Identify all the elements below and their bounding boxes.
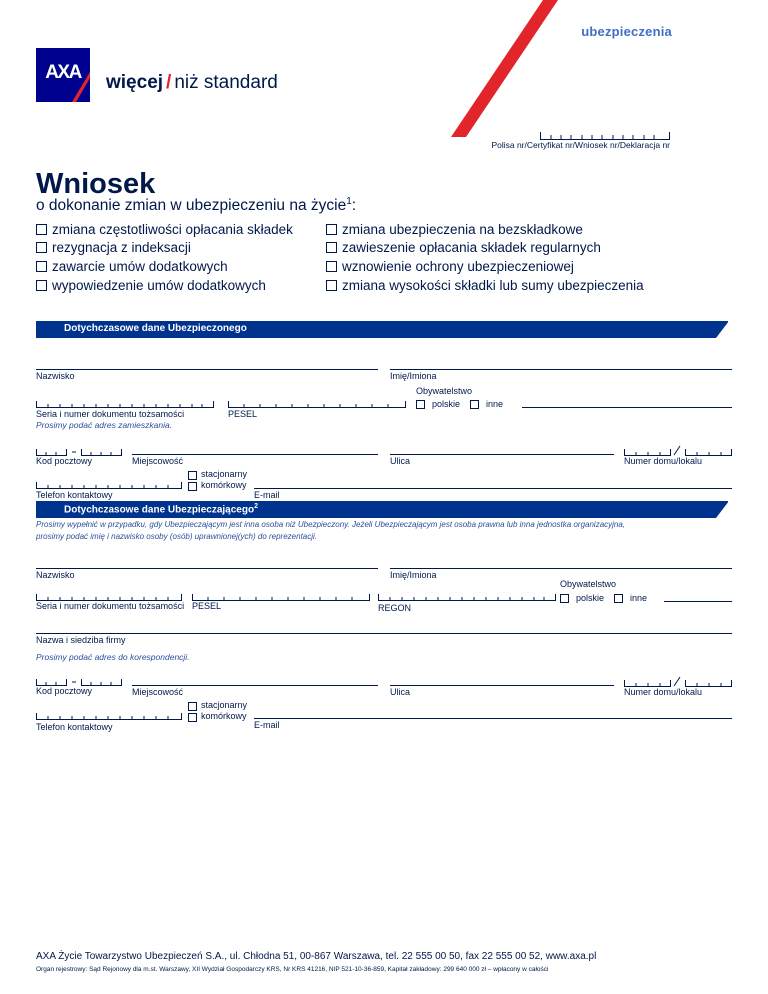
checkbox-icon[interactable] bbox=[326, 224, 337, 235]
policy-number-field[interactable] bbox=[540, 132, 670, 140]
policyholder-polish-label: polskie bbox=[576, 593, 605, 603]
option-label: rezygnacja z indeksacji bbox=[52, 240, 191, 255]
policyholder-citizenship-label: Obywatelstwo bbox=[560, 579, 617, 589]
insured-street-field[interactable] bbox=[390, 454, 614, 455]
policyholder-id-doc-field[interactable] bbox=[36, 594, 182, 601]
insured-house-field[interactable] bbox=[624, 445, 732, 456]
policyholder-landline-label: stacjonarny bbox=[201, 700, 248, 710]
subtitle-text: o dokonanie zmian w ubezpieczeniu na życie bbox=[36, 197, 347, 215]
axa-logo bbox=[36, 48, 90, 102]
policyholder-phone-field[interactable] bbox=[36, 713, 182, 720]
insured-mobile-checkbox[interactable] bbox=[188, 482, 197, 491]
bar-corner-cut bbox=[699, 321, 729, 338]
checkbox-icon[interactable] bbox=[36, 224, 47, 235]
tagline-slash-icon: / bbox=[166, 72, 172, 93]
policyholder-note-line2: prosimy podać imię i nazwisko osoby (osób) uprawnionej(ych) do reprezentacji. bbox=[36, 532, 318, 541]
insured-postcode-field[interactable] bbox=[36, 448, 122, 456]
checkbox-icon[interactable] bbox=[326, 261, 337, 272]
section-insured-title: Dotychczasowe dane Ubezpieczonego bbox=[64, 323, 247, 334]
policyholder-house-label: Numer domu/lokalu bbox=[624, 687, 703, 697]
insured-names-label: Imię/Imiona bbox=[390, 371, 437, 381]
checkbox-icon[interactable] bbox=[36, 261, 47, 272]
policyholder-regon-label: REGON bbox=[378, 603, 412, 613]
option-label: zawarcie umów dodatkowych bbox=[52, 259, 228, 274]
insured-other-citizenship-field[interactable] bbox=[522, 407, 732, 408]
option-change-premium-sum[interactable] bbox=[326, 278, 644, 293]
policyholder-other-citizenship-field[interactable] bbox=[664, 601, 732, 602]
option-label: wypowiedzenie umów dodatkowych bbox=[52, 278, 266, 293]
footer-company-info: AXA Życie Towarzystwo Ubezpieczeń S.A., ul. Chłodna 51, 00-867 Warszawa, tel. 22 555 00 50, fax 22 555 00 52, www.axa.pl bbox=[36, 951, 597, 962]
policyholder-house-field[interactable] bbox=[624, 676, 732, 687]
insured-email-label: E-mail bbox=[254, 490, 280, 500]
insured-house-label: Numer domu/lokalu bbox=[624, 456, 703, 466]
insured-landline-checkbox[interactable] bbox=[188, 471, 197, 480]
policyholder-names-field[interactable] bbox=[390, 568, 732, 569]
insured-other-label: inne bbox=[486, 399, 504, 409]
checkbox-icon[interactable] bbox=[326, 242, 337, 253]
policyholder-regon-field[interactable] bbox=[378, 594, 556, 601]
option-add-riders[interactable] bbox=[36, 259, 228, 274]
insured-address-note: Prosimy podać adres zamieszkania. bbox=[36, 420, 173, 430]
checkbox-icon[interactable] bbox=[36, 242, 47, 253]
policyholder-company-label: Nazwa i siedziba firmy bbox=[36, 635, 126, 645]
insured-surname-label: Nazwisko bbox=[36, 371, 75, 381]
policyholder-address-note: Prosimy podać adres do korespondencji. bbox=[36, 652, 190, 662]
policyholder-mobile-checkbox[interactable] bbox=[188, 713, 197, 722]
option-label: zmiana ubezpieczenia na bezskładkowe bbox=[342, 222, 583, 237]
option-cancel-riders[interactable] bbox=[36, 278, 266, 293]
policy-number-label: Polisa nr/Certyfikat nr/Wniosek nr/Deklaracja nr bbox=[491, 140, 670, 150]
logo-text: AXA bbox=[45, 62, 81, 83]
policyholder-pesel-label: PESEL bbox=[192, 601, 222, 611]
policyholder-street-field[interactable] bbox=[390, 685, 614, 686]
option-reinstate[interactable] bbox=[326, 259, 574, 274]
policyholder-email-label: E-mail bbox=[254, 720, 280, 730]
policyholder-other-label: inne bbox=[630, 593, 648, 603]
option-label: zmiana częstotliwości opłacania składek bbox=[52, 222, 293, 237]
insured-email-field[interactable] bbox=[254, 488, 732, 489]
subtitle-colon: : bbox=[351, 197, 357, 215]
insured-pesel-field[interactable] bbox=[228, 401, 406, 408]
policyholder-postcode-field[interactable] bbox=[36, 678, 122, 686]
option-label: wznowienie ochrony ubezpieczeniowej bbox=[342, 259, 574, 274]
policyholder-surname-label: Nazwisko bbox=[36, 570, 75, 580]
policyholder-id-doc-label: Seria i numer dokumentu tożsamości bbox=[36, 601, 185, 611]
footer-registry-info: Organ rejestrowy: Sąd Rejonowy dla m.st. Warszawy, XII Wydział Gospodarczy KRS, Nr KRS 41216, NIP 521-10-36-859, Kapitał zakładowy: 299 640 000 zł – wpłacony w całości bbox=[36, 966, 549, 973]
insured-id-doc-field[interactable] bbox=[36, 401, 214, 408]
option-label: zawieszenie opłacania składek regularnych bbox=[342, 240, 601, 255]
insured-mobile-label: komórkowy bbox=[201, 480, 247, 490]
page-title: Wniosek bbox=[36, 168, 156, 200]
option-indexation-resign[interactable] bbox=[36, 240, 191, 255]
option-paid-up[interactable] bbox=[326, 222, 583, 237]
insured-city-label: Miejscowość bbox=[132, 456, 184, 466]
section-policyholder-title bbox=[64, 503, 258, 515]
policyholder-company-field[interactable] bbox=[36, 633, 732, 634]
insured-city-field[interactable] bbox=[132, 454, 378, 455]
brand-top-label: ubezpieczenia bbox=[581, 24, 672, 39]
bar-corner-cut bbox=[699, 501, 729, 518]
section-policyholder-bar bbox=[36, 501, 728, 518]
tagline-rest: niż standard bbox=[174, 72, 278, 93]
option-suspend-premiums[interactable] bbox=[326, 240, 601, 255]
insured-citizenship-label: Obywatelstwo bbox=[416, 386, 473, 396]
insured-phone-field[interactable] bbox=[36, 482, 182, 489]
policyholder-city-label: Miejscowość bbox=[132, 687, 184, 697]
section-policyholder-title-text: Dotychczasowe dane Ubezpieczającego bbox=[64, 504, 255, 516]
subtitle-footnote: 1 bbox=[346, 196, 352, 207]
page-subtitle bbox=[36, 196, 356, 215]
insured-id-doc-label: Seria i numer dokumentu tożsamości bbox=[36, 409, 185, 419]
policyholder-phone-label: Telefon kontaktowy bbox=[36, 722, 113, 732]
section-policyholder-footnote: 2 bbox=[254, 503, 258, 510]
checkbox-icon[interactable] bbox=[326, 280, 337, 291]
policyholder-other-checkbox[interactable] bbox=[614, 594, 623, 603]
policyholder-names-label: Imię/Imiona bbox=[390, 570, 437, 580]
insured-landline-label: stacjonarny bbox=[201, 469, 248, 479]
policyholder-note bbox=[36, 519, 736, 543]
tagline bbox=[106, 72, 278, 94]
insured-polish-checkbox[interactable] bbox=[416, 400, 425, 409]
insured-other-checkbox[interactable] bbox=[470, 400, 479, 409]
insured-names-field[interactable] bbox=[390, 369, 732, 370]
insured-phone-label: Telefon kontaktowy bbox=[36, 490, 113, 500]
policyholder-email-field[interactable] bbox=[254, 718, 732, 719]
policyholder-polish-checkbox[interactable] bbox=[560, 594, 569, 603]
insured-postcode-label: Kod pocztowy bbox=[36, 456, 93, 466]
section-insured-bar bbox=[36, 321, 728, 338]
policyholder-postcode-label: Kod pocztowy bbox=[36, 686, 93, 696]
policyholder-surname-field[interactable] bbox=[36, 568, 378, 569]
insured-street-label: Ulica bbox=[390, 456, 411, 466]
insured-surname-field[interactable] bbox=[36, 369, 378, 370]
policyholder-mobile-label: komórkowy bbox=[201, 711, 247, 721]
tagline-bold: więcej bbox=[106, 72, 164, 93]
option-frequency-change[interactable] bbox=[36, 222, 293, 237]
checkbox-icon[interactable] bbox=[36, 280, 47, 291]
policyholder-street-label: Ulica bbox=[390, 687, 411, 697]
insured-polish-label: polskie bbox=[432, 399, 461, 409]
policyholder-landline-checkbox[interactable] bbox=[188, 702, 197, 711]
policyholder-note-line1: Prosimy wypełnić w przypadku, gdy Ubezpieczającym jest inna osoba niż Ubezpieczony. Jeżeli Ubezpieczającym jest osoba prawna lub inna jednostka organizacyjna, bbox=[36, 520, 626, 529]
insured-pesel-label: PESEL bbox=[228, 409, 258, 419]
option-label: zmiana wysokości składki lub sumy ubezpieczenia bbox=[342, 278, 644, 293]
policyholder-city-field[interactable] bbox=[132, 685, 378, 686]
policyholder-pesel-field[interactable] bbox=[192, 594, 370, 601]
